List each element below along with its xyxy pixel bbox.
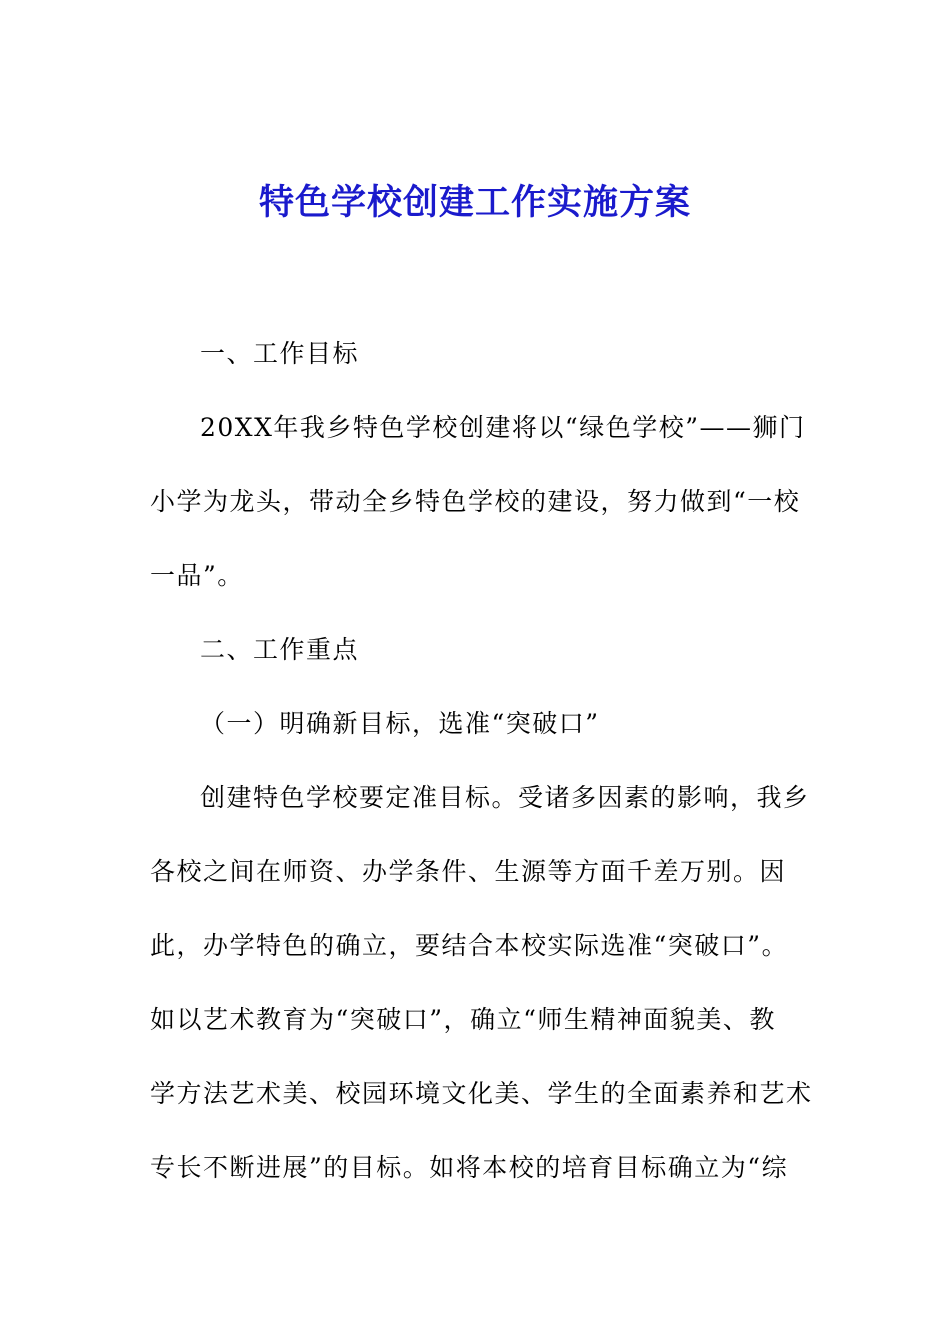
document-title: 特色学校创建工作实施方案 — [258, 182, 691, 223]
paragraph-line: 各校之间在师资、办学条件、生源等方面千差万别。因 — [150, 857, 787, 886]
paragraph-line: 创建特色学校要定准目标。受诸多因素的影响，我乡 — [200, 783, 810, 812]
paragraph-line: 20XX年我乡特色学校创建将以“绿色学校”——狮门 — [200, 413, 806, 442]
paragraph-line: 此，办学特色的确立，要结合本校实际选准“突破口”。 — [150, 931, 789, 960]
paragraph-line: 一品”。 — [150, 561, 244, 590]
subsection-heading-1: （一）明确新目标，选准“突破口” — [200, 709, 600, 738]
paragraph-line: 专长不断进展”的目标。如将本校的培育目标确立为“综 — [150, 1153, 789, 1182]
section-heading-1: 一、工作目标 — [200, 339, 360, 368]
section-heading-2: 二、工作重点 — [200, 635, 360, 664]
paragraph-line: 学方法艺术美、校园环境文化美、学生的全面素养和艺术 — [150, 1079, 813, 1108]
paragraph-line: 如以艺术教育为“突破口”，确立“师生精神面貌美、教 — [150, 1005, 776, 1034]
paragraph-line: 小学为龙头，带动全乡特色学校的建设，努力做到“一校 — [150, 487, 801, 516]
